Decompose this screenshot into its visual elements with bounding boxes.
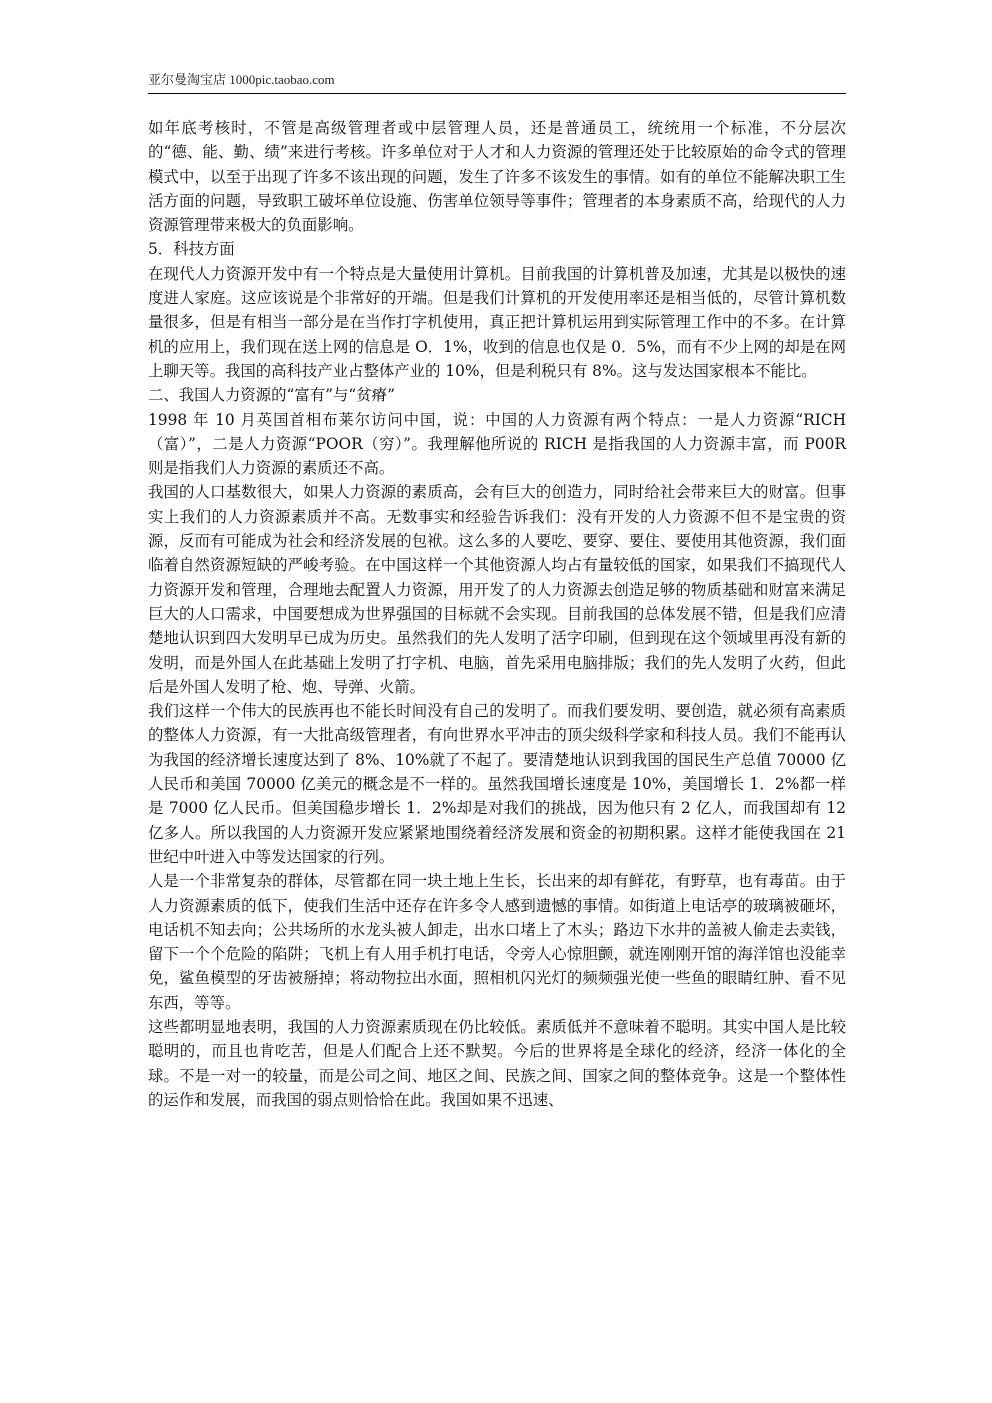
paragraph-computers: 在现代人力资源开发中有一个特点是大量使用计算机。目前我国的计算机普及加速，尤其是以极快的速度进人家庭。这应该说是个非常好的开端。但是我们计算机的开发使用率还是相当低的，尽管计算机数量很多，但是有相当一部分是在当作打字机使用，真正把计算机运用到实际管理工作中的不多。在计算机的应用上，我们现在送上网的信息是 O．1%，收到的信息也仅是 0．5%，而有不少上网的却是在网上聊天等。我国的高科技产业占整体产业的 10%，但是利税只有 8%。这与发达国家根本不能比。 [148, 264, 846, 380]
paragraph-quality-low: 这些都明显地表明，我国的人力资源素质现在仍比较低。素质低并不意味着不聪明。其实中国人是比较聪明的，而且也肯吃苦，但是人们配合上还不默契。今后的世界将是全球化的经济，经济一体化的全球。不是一对一的较量，而是公司之间、地区之间、民族之间、国家之间的整体竞争。这是一个整体性的运作和发展，而我国的弱点则恰恰在此。我国如果不迅速、 [148, 1017, 846, 1109]
paragraph-complex-group: 人是一个非常复杂的群体，尽管都在同一块土地上生长，长出来的却有鲜花，有野草，也有毒苗。由于人力资源素质的低下，使我们生活中还存在许多令人感到遗憾的事情。如街道上电话亭的玻璃被砸坏，电话机不知去向；公共场所的水龙头被人卸走，出水口堵上了木头；路边下水井的盖被人偷走去卖钱，留下一个个危险的陷阱；飞机上有人用手机打电话，令旁人心惊胆颤，就连刚刚开馆的海洋馆也没能幸免，鲨鱼模型的牙齿被掰掉；将动物拉出水面，照相机闪光灯的频频强光使一些鱼的眼睛红肿、看不见东西，等等。 [148, 872, 846, 1012]
section-heading-technology: 5．科技方面 [148, 240, 235, 259]
paragraph-invention: 我们这样一个伟大的民族再也不能长时间没有自己的发明了。而我们要发明、要创造，就必须有高素质的整体人力资源，有一大批高级管理者，有向世界水平冲击的顶尖级科学家和科技人员。我们不能再认为我国的经济增长速度达到了 8%、10%就了不起了。要清楚地认识到我国的国民生产总值 70000 亿人民币和美国 70000 亿美元的概念是不一样的。虽然我国增长速度是 10%，美国增长 1．2%都一样是 7000 亿人民币。但美国稳步增长 1．2%却是对我们的挑战，因为他只有 2 亿人，而我国却有 12 亿多人。所以我国的人力资源开发应紧紧地围绕着经济发展和资金的初期积累。这样才能使我国在 21 世纪中叶进入中等发达国家的行列。 [148, 702, 846, 866]
section-heading-rich-poor: 二、我国人力资源的“富有”与“贫瘠” [148, 386, 395, 405]
paragraph-assessment: 如年底考核时，不管是高级管理者或中层管理人员，还是普通员工，统统用一个标准，不分层次的“德、能、勤、绩”来进行考核。许多单位对于人才和人力资源的管理还处于比较原始的命令式的管理模式中，以至于出现了许多不该出现的问题，发生了许多不该发生的事情。如有的单位不能解决职工生活方面的问题，导致职工破坏单位设施、伤害单位领导等事件；管理者的本身素质不高，给现代的人力资源管理带来极大的负面影响。 [148, 119, 846, 235]
document-body [148, 116, 846, 1112]
page-header: 亚尔曼淘宝店 1000pic.taobao.com [148, 72, 335, 87]
paragraph-population: 我国的人口基数很大，如果人力资源的素质高，会有巨大的创造力，同时给社会带来巨大的财富。但事实上我们的人力资源素质并不高。无数事实和经验告诉我们：没有开发的人力资源不但不是宝贵的资源，反而有可能成为社会和经济发展的包袱。这么多的人要吃、要穿、要住、要使用其他资源，我们面临着自然资源短缺的严峻考验。在中国这样一个其他资源人均占有量较低的国家，如果我们不搞现代人力资源开发和管理，合理地去配置人力资源，用开发了的人力资源去创造足够的物质基础和财富来满足巨大的人口需求，中国要想成为世界强国的目标就不会实现。目前我国的总体发展不错，但是我们应清楚地认识到四大发明早已成为历史。虽然我们的先人发明了活字印刷，但到现在这个领域里再没有新的发明，而是外国人在此基础上发明了打字机、电脑，首先采用电脑排版；我们的先人发明了火药，但此后是外国人发明了枪、炮、导弹、火箭。 [148, 483, 846, 696]
paragraph-blair-visit: 1998 年 10 月英国首相布莱尔访问中国，说：中国的人力资源有两个特点：一是人力资源“RICH（富）”，二是人力资源“POOR（穷）”。我理解他所说的 RICH 是指我国的人力资源丰富，而 P00R 则是指我们人力资源的素质还不高。 [148, 410, 846, 478]
header-divider [148, 93, 846, 94]
